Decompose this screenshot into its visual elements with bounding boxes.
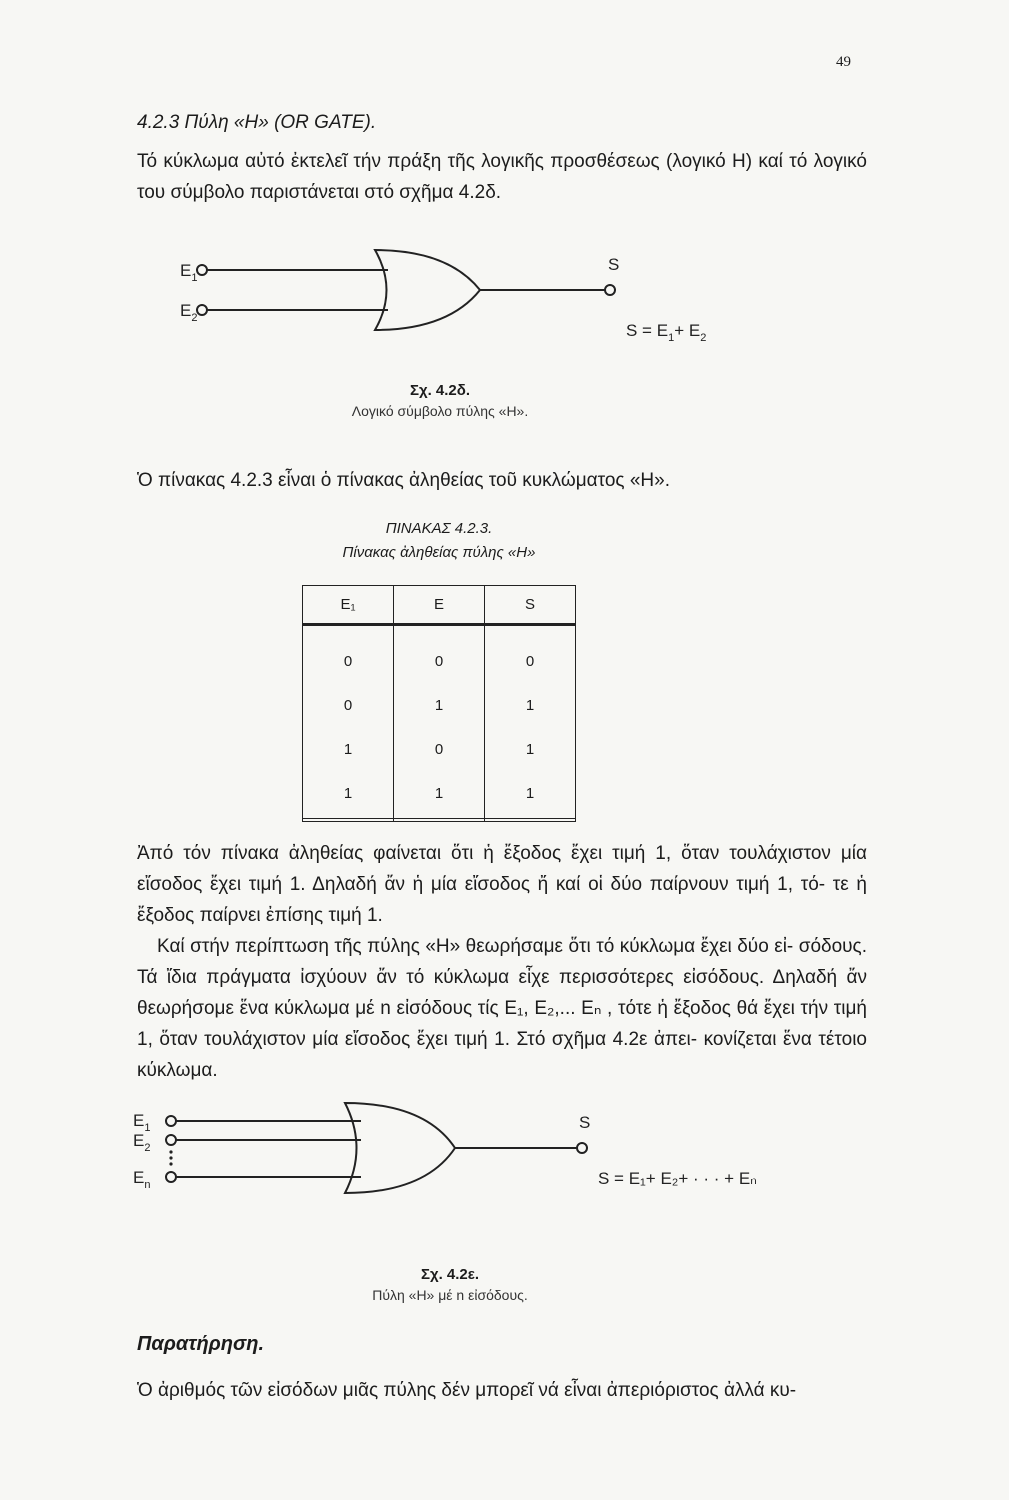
- paragraph-2-text: Ἀπό τόν πίνακα ἀληθείας φαίνεται ὅτι ἡ ἔξοδος ἔχει τιμή 1, ὅταν τουλάχιστον μία εἴσοδος ἔχει τιμή 1. Δηλαδή ἄν ἡ μία εἴσοδος ἤ καί οἱ δύο παίρνουν τιμή 1, τό- τε ἡ ἔξοδος παίρνει ἐπίσης τιμή 1.: [137, 843, 867, 926]
- or-gate-figure: [180, 238, 760, 358]
- output-terminal: [605, 285, 615, 295]
- n-input-or-gate-figure: [125, 1098, 805, 1208]
- table-cell: 0: [434, 741, 444, 758]
- output-terminal: [577, 1143, 587, 1153]
- table-intro-text: Ὁ πίνακας 4.2.3 εἶναι ὁ πίνακας ἀληθείας τοῦ κυκλώματος «Η».: [137, 470, 670, 491]
- figure2-caption: [290, 1266, 610, 1303]
- table-body: [303, 625, 576, 819]
- input2-label: $E_2$: [133, 1131, 151, 1154]
- figure1-caption-text: Λογικό σύμβολο πύλης «Η».: [351, 403, 529, 419]
- table-subtitle: Πίνακας ἀληθείας πύλης «Η»: [342, 544, 536, 561]
- input2-terminal: [197, 305, 207, 315]
- input1-terminal: [197, 265, 207, 275]
- input2-terminal: [166, 1135, 176, 1145]
- intro-paragraph: [137, 146, 867, 208]
- figure2-caption-number: Σχ. 4.2ε.: [420, 1266, 480, 1283]
- header-cell-s: S: [485, 586, 576, 625]
- truth-table: [302, 585, 576, 822]
- note-heading: Παρατήρηση.: [137, 1333, 265, 1355]
- note-paragraph: [137, 1375, 877, 1406]
- figure1-caption: [280, 382, 600, 419]
- paragraph-3-text: Καί στήν περίπτωση τῆς πύλης «Η» θεωρήσαμε ὅτι τό κύκλωμα ἔχει δύο εἰ- σόδους. Τά ἴδια πράγματα ἰσχύουν ἄν τό κύκλωμα εἶχε περισσότερες εἰσόδους. Δηλαδή ἄν θεωρήσομε ἕνα κύκλωμα μέ n εἰσόδους τίς E₁, E₂,... Eₙ , τότε ἡ ἔξοδος θά ἔχει τήν τιμή 1, ὅταν τουλάχιστον μία εἴσοδος ἔχει τιμή 1. Στό σχῆμα 4.2ε ἀπει- κονίζεται ἕνα τέτοιο κύκλωμα.: [137, 936, 867, 1081]
- column-e: [394, 625, 485, 819]
- column-s: [485, 625, 576, 819]
- input1-terminal: [166, 1116, 176, 1126]
- table-bottom-border: [303, 819, 576, 822]
- table-cell: 1: [525, 697, 535, 714]
- table-cell: 1: [525, 785, 535, 802]
- input1-label: $E_1$: [133, 1111, 151, 1134]
- paragraph-3: [137, 931, 867, 1086]
- paragraph-2: [137, 838, 867, 931]
- inputn-terminal: [166, 1172, 176, 1182]
- page-number: 49: [836, 54, 851, 70]
- table-cell: 1: [343, 785, 353, 802]
- table-cell: 1: [434, 785, 444, 802]
- or-equation: $S = E_1+ E_2$: [626, 321, 707, 344]
- or-gate-body: [345, 1103, 455, 1193]
- inputn-label: $E_n$: [133, 1168, 151, 1191]
- section-heading: 4.2.3 Πύλη «Η» (OR GATE).: [137, 112, 377, 133]
- input1-label: $E_1$: [180, 261, 198, 284]
- figure2-caption-text: Πύλη «Η» μέ n εἰσόδους.: [372, 1287, 528, 1303]
- table-cell: 0: [343, 697, 353, 714]
- output-label: S: [579, 1113, 591, 1132]
- table-title: ΠΙΝΑΚΑΣ 4.2.3.: [385, 520, 493, 537]
- column-e1: [303, 625, 394, 819]
- table-cell: 1: [343, 741, 353, 758]
- header-cell-e: E: [394, 586, 485, 625]
- figure1-caption-number: Σχ. 4.2δ.: [409, 382, 471, 399]
- table-cell: 0: [343, 653, 353, 670]
- header-cell-e1: E₁: [303, 586, 394, 625]
- table-cell: 1: [434, 697, 444, 714]
- table-header-row: [303, 586, 576, 625]
- note-text: Ὁ ἀριθμός τῶν εἰσόδων μιᾶς πύλης δέν μπορεῖ νά εἶναι ἀπεριόριστος ἀλλά κυ-: [137, 1380, 797, 1401]
- or-gate-body: [375, 250, 480, 330]
- table-intro: [137, 465, 867, 496]
- input2-label: $E_2$: [180, 301, 198, 324]
- intro-text: Τό κύκλωμα αὐτό ἐκτελεῖ τήν πράξη τῆς λογικῆς προσθέσεως (λογικό Η) καί τό λογικό του σύμβολο παριστάνεται στό σχῆμα 4.2δ.: [137, 151, 867, 203]
- table-cell: 0: [434, 653, 444, 670]
- ellipsis-dots: [169, 1150, 172, 1165]
- table-cell: 0: [525, 653, 535, 670]
- n-input-equation: S = E₁+ E₂+ · · · + Eₙ: [598, 1169, 757, 1188]
- table-cell: 1: [525, 741, 535, 758]
- output-label: S: [608, 255, 620, 274]
